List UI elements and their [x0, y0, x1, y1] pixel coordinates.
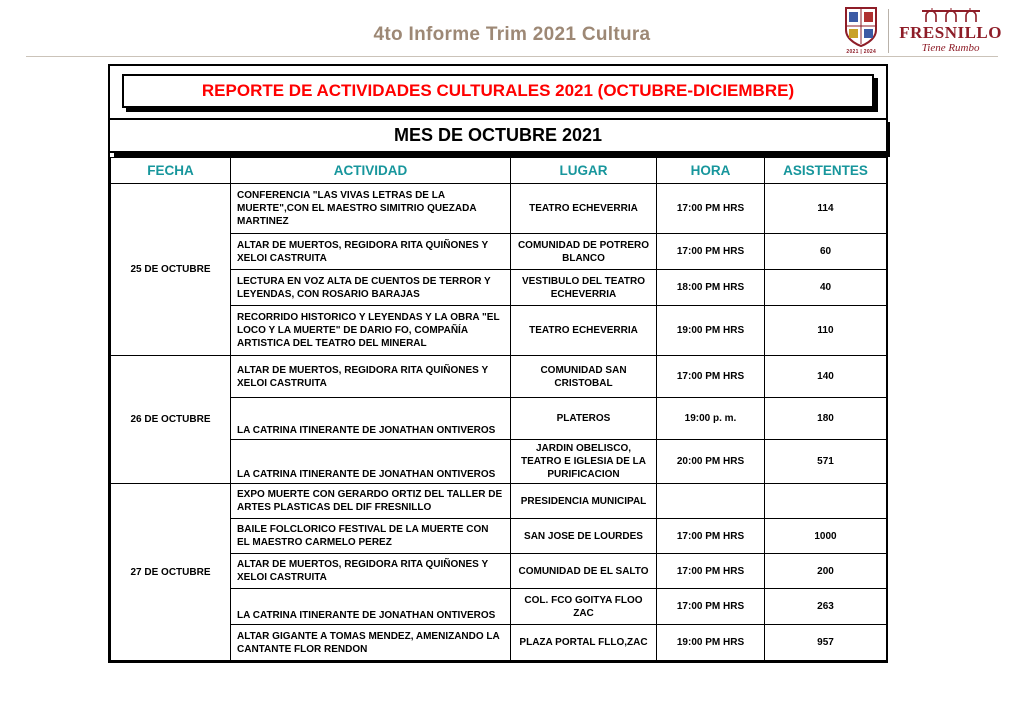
crest-caption: 2021 | 2024	[846, 49, 877, 55]
cell-activity: ALTAR DE MUERTOS, REGIDORA RITA QUIÑONES Y XELOI CASTRUITA	[231, 356, 511, 398]
cell-asistentes: 40	[765, 270, 887, 306]
column-header-hora: HORA	[657, 158, 765, 184]
cell-hora	[657, 484, 765, 519]
logo-divider	[888, 9, 889, 53]
top-header	[0, 0, 1024, 58]
cell-lugar: TEATRO ECHEVERRIA	[511, 184, 657, 234]
municipal-crest-logo	[844, 6, 878, 55]
cell-hora: 17:00 PM HRS	[657, 184, 765, 234]
cell-activity: ALTAR DE MUERTOS, REGIDORA RITA QUIÑONES Y XELOI CASTRUITA	[231, 554, 511, 589]
cell-lugar: PLAZA PORTAL FLLO,ZAC	[511, 625, 657, 661]
fresnillo-brand-logo	[899, 8, 1002, 54]
column-header-actividad: ACTIVIDAD	[231, 158, 511, 184]
cell-activity: BAILE FOLCLORICO FESTIVAL DE LA MUERTE CON EL MAESTRO CARMELO PEREZ	[231, 519, 511, 554]
cell-asistentes: 1000	[765, 519, 887, 554]
cell-lugar: COMUNIDAD DE EL SALTO	[511, 554, 657, 589]
cell-activity: RECORRIDO HISTORICO Y LEYENDAS Y LA OBRA "EL LOCO Y LA MUERTE" DE DARIO FO, COMPAÑÍA ARTISTICA DEL TEATRO DEL MINERAL	[231, 306, 511, 356]
portal-arches-icon	[920, 8, 982, 23]
brand-slogan: Tiene Rumbo	[921, 41, 980, 54]
cell-date: 26 DE OCTUBRE	[111, 356, 231, 484]
header-divider-line	[26, 56, 998, 57]
report-box	[108, 64, 888, 663]
cell-activity: LA CATRINA ITINERANTE DE JONATHAN ONTIVEROS	[231, 589, 511, 625]
cell-hora: 19:00 PM HRS	[657, 306, 765, 356]
cell-activity: LA CATRINA ITINERANTE DE JONATHAN ONTIVEROS	[231, 398, 511, 440]
cell-lugar: PLATEROS	[511, 398, 657, 440]
cell-hora: 19:00 p. m.	[657, 398, 765, 440]
cell-date: 27 DE OCTUBRE	[111, 484, 231, 661]
cell-lugar: PRESIDENCIA MUNICIPAL	[511, 484, 657, 519]
cell-asistentes: 180	[765, 398, 887, 440]
cell-lugar: COL. FCO GOITYA FLOO ZAC	[511, 589, 657, 625]
cell-activity: CONFERENCIA "LAS VIVAS LETRAS DE LA MUERTE",CON EL MAESTRO SIMITRIO QUEZADA MARTINEZ	[231, 184, 511, 234]
cell-activity: ALTAR DE MUERTOS, REGIDORA RITA QUIÑONES Y XELOI CASTRUITA	[231, 234, 511, 270]
cell-asistentes: 140	[765, 356, 887, 398]
cell-hora: 17:00 PM HRS	[657, 519, 765, 554]
crest-shield-icon	[844, 6, 878, 48]
logo-group	[844, 6, 1002, 55]
table-header-row	[111, 158, 887, 184]
column-header-fecha: FECHA	[111, 158, 231, 184]
page-title: 4to Informe Trim 2021 Cultura	[373, 24, 651, 45]
column-header-lugar: LUGAR	[511, 158, 657, 184]
cell-activity: LA CATRINA ITINERANTE DE JONATHAN ONTIVEROS	[231, 440, 511, 484]
cell-date: 25 DE OCTUBRE	[111, 184, 231, 356]
cell-hora: 17:00 PM HRS	[657, 589, 765, 625]
cell-lugar: JARDIN OBELISCO, TEATRO E IGLESIA DE LA PURIFICACION	[511, 440, 657, 484]
cell-lugar: COMUNIDAD SAN CRISTOBAL	[511, 356, 657, 398]
cell-lugar: TEATRO ECHEVERRIA	[511, 306, 657, 356]
cell-lugar: VESTIBULO DEL TEATRO ECHEVERRIA	[511, 270, 657, 306]
cell-hora: 17:00 PM HRS	[657, 234, 765, 270]
cell-lugar: SAN JOSE DE LOURDES	[511, 519, 657, 554]
cell-activity: ALTAR GIGANTE A TOMAS MENDEZ, AMENIZANDO LA CANTANTE FLOR RENDON	[231, 625, 511, 661]
cell-hora: 19:00 PM HRS	[657, 625, 765, 661]
cell-asistentes: 571	[765, 440, 887, 484]
cell-asistentes: 114	[765, 184, 887, 234]
cell-hora: 18:00 PM HRS	[657, 270, 765, 306]
cell-hora: 17:00 PM HRS	[657, 554, 765, 589]
cell-asistentes	[765, 484, 887, 519]
brand-name: FRESNILLO	[899, 22, 1002, 42]
cell-asistentes: 60	[765, 234, 887, 270]
column-header-asistentes: ASISTENTES	[765, 158, 887, 184]
cell-lugar: COMUNIDAD DE POTRERO BLANCO	[511, 234, 657, 270]
cell-asistentes: 263	[765, 589, 887, 625]
cell-hora: 17:00 PM HRS	[657, 356, 765, 398]
cell-activity: LECTURA EN VOZ ALTA DE CUENTOS DE TERROR Y LEYENDAS, CON ROSARIO BARAJAS	[231, 270, 511, 306]
cell-asistentes: 200	[765, 554, 887, 589]
cell-asistentes: 110	[765, 306, 887, 356]
report-title: REPORTE DE ACTIVIDADES CULTURALES 2021 (OCTUBRE-DICIEMBRE)	[122, 74, 874, 108]
cell-hora: 20:00 PM HRS	[657, 440, 765, 484]
month-title: MES DE OCTUBRE 2021	[110, 118, 886, 153]
table-row	[111, 484, 887, 519]
cell-activity: EXPO MUERTE CON GERARDO ORTIZ DEL TALLER DE ARTES PLASTICAS DEL DIF FRESNILLO	[231, 484, 511, 519]
activities-table	[110, 157, 887, 661]
table-row	[111, 184, 887, 234]
cell-asistentes: 957	[765, 625, 887, 661]
table-row	[111, 356, 887, 398]
